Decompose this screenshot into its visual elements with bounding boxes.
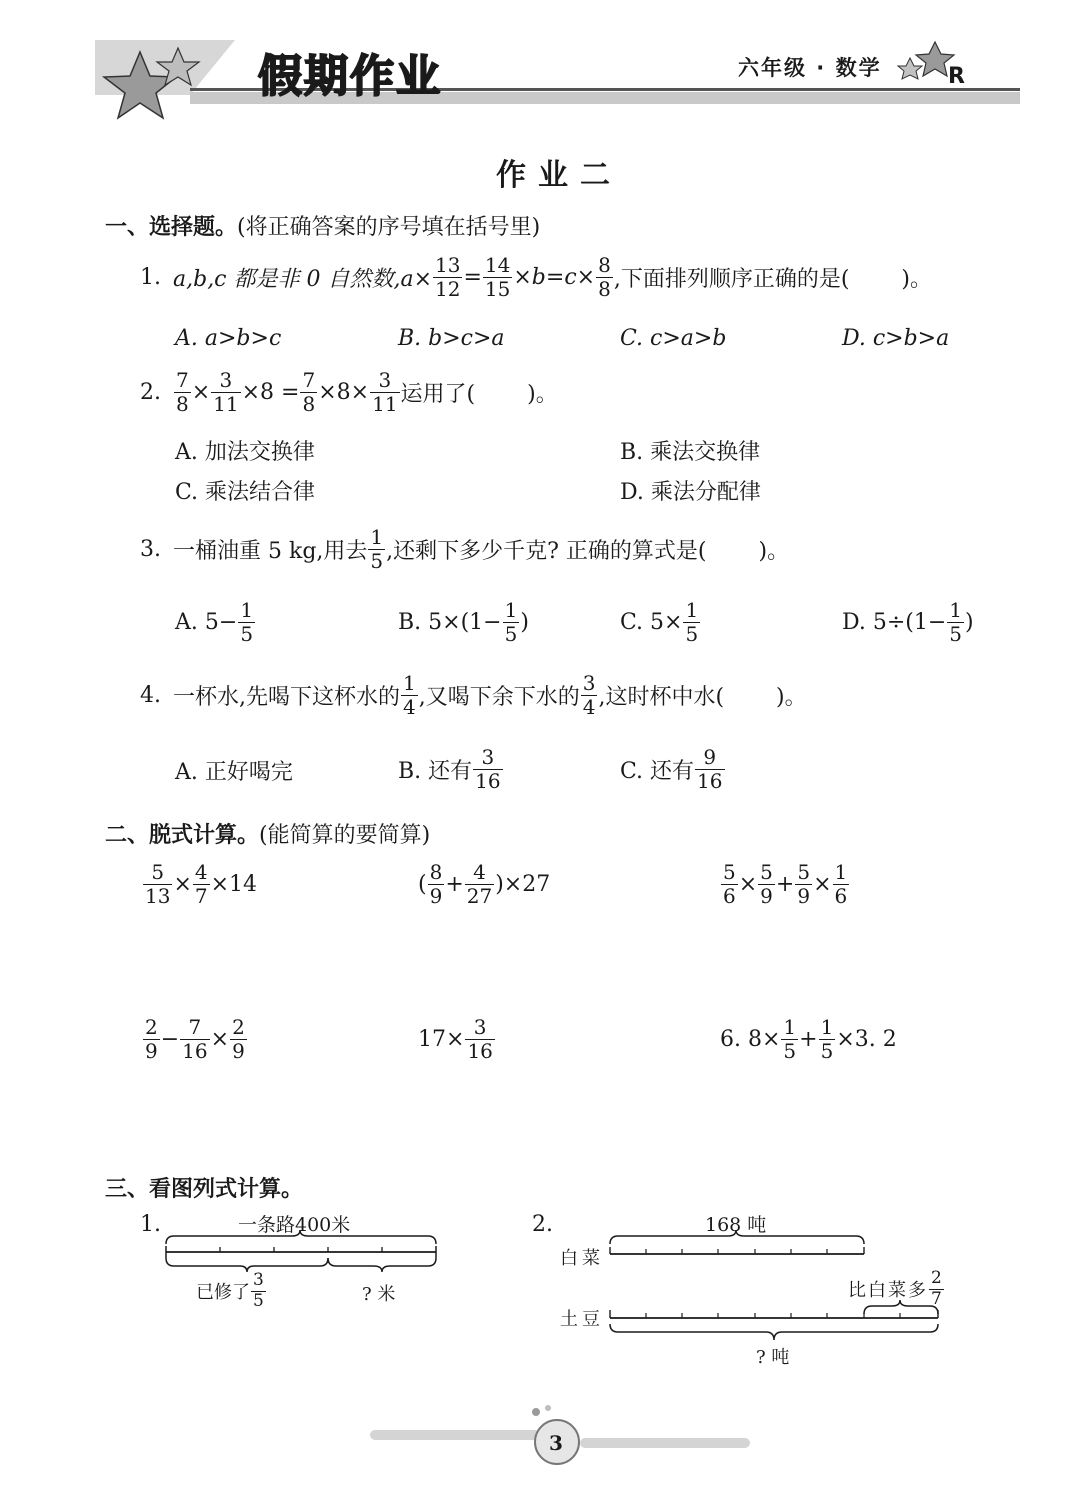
q3-option-b-frac <box>503 600 520 645</box>
footer-dot <box>545 1405 551 1411</box>
q1-text-a: a,b,c 都是非 0 自然数,a× <box>173 267 433 292</box>
q4-option-b-num: 3 <box>481 745 495 769</box>
question-4 <box>140 673 807 718</box>
calc-6-frac-b-num: 1 <box>820 1015 834 1039</box>
calc-2-frac-b <box>465 862 494 907</box>
q4-frac-1 <box>401 673 418 718</box>
question-3 <box>140 527 789 572</box>
diagram-2 <box>600 1230 950 1350</box>
diagram-2-potato-label: 土豆 <box>560 1309 604 1330</box>
q3-option-b-post: ) <box>520 610 529 635</box>
calc-4-frac-b-den: 16 <box>182 1039 208 1063</box>
q2-frac-b <box>211 370 240 415</box>
q2-frac-c-num: 7 <box>302 368 316 392</box>
q3-number: 3. <box>140 537 161 562</box>
calc-3-frac-d-den: 6 <box>834 884 848 908</box>
diagram-1-top-label: 一条路400米 <box>238 1214 351 1236</box>
q4-text-b: ,又喝下余下水的 <box>418 685 580 710</box>
footer-dot <box>532 1408 540 1416</box>
calc-3-frac-c-num: 5 <box>797 860 811 884</box>
q4-frac-1-num: 1 <box>403 671 416 695</box>
calc-1-frac-b-den: 7 <box>194 884 208 908</box>
calc-4 <box>142 1017 248 1062</box>
q3-option-a-num: 1 <box>240 598 254 622</box>
q2-frac-d-num: 3 <box>378 368 392 392</box>
q1-eq: = <box>463 265 482 290</box>
calc-1-frac-a-den: 13 <box>145 884 171 908</box>
q1-number: 1. <box>140 265 161 290</box>
diagram-2-bottom-label: ? 吨 <box>756 1347 790 1368</box>
diagram-1-remaining-label: ? 米 <box>362 1284 396 1305</box>
q3-close: )。 <box>758 539 790 564</box>
diagram-1-top-brace <box>166 1230 436 1244</box>
calc-6-pre: 6. 8× <box>720 1027 781 1052</box>
q4-option-c-frac <box>695 747 724 792</box>
calc-6 <box>720 1017 897 1062</box>
calc-4-frac-b-num: 7 <box>188 1015 202 1039</box>
diagram-2-top-brace <box>610 1230 864 1244</box>
q1-frac-3-num: 8 <box>598 253 611 277</box>
calc-6-frac-a-den: 5 <box>783 1039 797 1063</box>
q1-frac-1-den: 12 <box>435 277 461 301</box>
q2-mid: ×8 = <box>241 380 300 405</box>
q2-frac-a-num: 7 <box>176 368 189 392</box>
diagram-1-repaired-brace <box>166 1258 328 1272</box>
calc-2-tail: )×27 <box>495 872 551 897</box>
q2-tail: 运用了( <box>400 382 476 407</box>
q3-frac-num: 1 <box>370 525 384 549</box>
diagram-2-more-label: 比白菜多 <box>848 1280 928 1302</box>
calc-4-frac-a <box>143 1017 160 1062</box>
diagram-1-repaired-label: 已修了 <box>196 1282 250 1304</box>
calc-4-frac-a-den: 9 <box>145 1039 158 1063</box>
calc-3-frac-a-den: 6 <box>723 884 736 908</box>
q3-option-a-frac <box>238 600 255 645</box>
page-header <box>0 0 1080 130</box>
q2-number: 2. <box>140 380 161 405</box>
q2-frac-a <box>174 370 191 415</box>
q1-text-b: ×b=c× <box>513 265 596 290</box>
calc-3-frac-d <box>833 862 850 907</box>
q4-option-b[interactable] <box>398 747 504 792</box>
q3-option-c-den: 5 <box>685 622 699 646</box>
q1-text-c: ,下面排列顺序正确的是( <box>613 267 850 292</box>
diagram-1-repaired-frac <box>251 1272 266 1311</box>
q3-option-a-pre: A. 5− <box>175 610 238 635</box>
calc-1 <box>142 862 257 907</box>
calc-2-frac-b-num: 4 <box>473 860 486 884</box>
q4-option-c[interactable] <box>620 747 726 792</box>
calc-2-op-1: + <box>445 872 464 897</box>
calc-5-frac-a-num: 3 <box>473 1015 487 1039</box>
calc-4-frac-c-den: 9 <box>232 1039 245 1063</box>
q2-frac-c <box>300 370 317 415</box>
q3-option-d-frac <box>947 600 964 645</box>
calc-2-frac-a <box>428 862 445 907</box>
footer-bar-right <box>580 1438 750 1448</box>
calc-4-frac-c <box>230 1017 247 1062</box>
q3-option-b-pre: B. 5×(1− <box>398 610 502 635</box>
q3-frac <box>368 527 385 572</box>
diagram-1-repaired <box>196 1272 267 1311</box>
q3-option-b-den: 5 <box>504 622 518 646</box>
q4-close: )。 <box>776 685 807 710</box>
calc-3-op-1: × <box>738 872 758 897</box>
q2-option-b[interactable]: B. 乘法交换律 <box>620 440 761 465</box>
calc-6-op-1: + <box>799 1027 818 1052</box>
calc-6-tail: ×3. 2 <box>836 1027 897 1052</box>
q2-frac-c-den: 8 <box>302 392 316 416</box>
q1-option-d[interactable]: D. c>b>a <box>842 326 950 351</box>
section3-heading: 三、看图列式计算。 <box>105 1177 304 1202</box>
q2-option-c[interactable]: C. 乘法结合律 <box>175 480 316 505</box>
q4-option-a[interactable]: A. 正好喝完 <box>175 760 293 785</box>
q1-frac-2-num: 14 <box>484 253 511 277</box>
calc-3-frac-b-den: 9 <box>760 884 773 908</box>
footer-bar-left <box>370 1430 540 1440</box>
calc-3-op-2: + <box>775 872 795 897</box>
banner-title: 假期作业 <box>258 51 442 102</box>
calc-3-frac-a-num: 5 <box>723 860 736 884</box>
calc-1-frac-a <box>143 862 172 907</box>
calc-6-frac-a <box>781 1017 798 1062</box>
diagram-2-more-den: 7 <box>931 1288 942 1309</box>
q4-frac-1-den: 4 <box>403 695 416 719</box>
q1-close: )。 <box>901 267 932 292</box>
q1-frac-3-den: 8 <box>598 277 611 301</box>
diagram-2-number: 2. <box>532 1212 553 1237</box>
q2-frac-d <box>370 370 399 415</box>
calc-3-frac-d-num: 1 <box>834 860 848 884</box>
q1-frac-1 <box>433 255 462 300</box>
q4-option-c-pre: C. 还有 <box>620 759 695 784</box>
q4-frac-2 <box>581 673 598 718</box>
q1-option-b[interactable]: B. b>c>a <box>398 326 505 351</box>
calc-2-frac-a-den: 9 <box>429 884 443 908</box>
q4-option-b-den: 16 <box>475 769 501 793</box>
q2-option-a[interactable]: A. 加法交换律 <box>175 440 315 465</box>
calc-3-frac-c <box>795 862 812 907</box>
calc-4-frac-c-num: 2 <box>232 1015 245 1039</box>
q2-option-d[interactable]: D. 乘法分配律 <box>620 480 761 505</box>
q1-frac-1-num: 13 <box>435 253 461 277</box>
calc-5 <box>418 1017 496 1062</box>
diagram-2-more-num: 2 <box>931 1268 942 1288</box>
q4-option-c-den: 16 <box>697 769 723 793</box>
q3-option-d-den: 5 <box>949 622 963 646</box>
q2-op-2: ×8× <box>318 380 370 405</box>
calc-1-frac-b-num: 4 <box>194 860 208 884</box>
calc-3 <box>720 862 850 907</box>
calc-2-frac-b-den: 27 <box>466 884 493 908</box>
edition-badge: R <box>948 64 965 89</box>
section1-heading-label: 一、选择题。 <box>105 215 238 240</box>
calc-2-frac-a-num: 8 <box>429 860 443 884</box>
diagram-2-bottom-brace <box>610 1324 938 1340</box>
calc-1-frac-a-num: 5 <box>151 860 165 884</box>
calc-2 <box>418 862 550 907</box>
q2-frac-d-den: 11 <box>372 392 398 416</box>
calc-1-tail: ×14 <box>210 872 258 897</box>
star-right-small-icon <box>898 58 922 79</box>
q4-number: 4. <box>140 683 161 708</box>
diagram-1-repaired-num: 3 <box>253 1270 264 1290</box>
calc-3-frac-a <box>721 862 738 907</box>
q4-option-b-pre: B. 还有 <box>398 759 473 784</box>
q3-option-c[interactable] <box>620 600 701 645</box>
calc-5-pre: 17× <box>418 1027 465 1052</box>
calc-5-frac-a <box>465 1017 494 1062</box>
q4-text-c: ,这时杯中水( <box>598 685 725 710</box>
q3-option-d[interactable] <box>842 600 974 645</box>
diagram-1-repaired-den: 5 <box>253 1290 264 1311</box>
q3-option-d-post: ) <box>965 610 974 635</box>
section2-heading <box>105 818 430 849</box>
section2-heading-label: 二、脱式计算。 <box>105 823 260 848</box>
calc-5-frac-a-den: 16 <box>467 1039 493 1063</box>
q3-text-a: 一桶油重 5 kg,用去 <box>173 539 368 564</box>
q3-text-b: ,还剩下多少千克? 正确的算式是( <box>386 539 707 564</box>
q1-frac-2-den: 15 <box>484 277 511 301</box>
calc-4-frac-a-num: 2 <box>145 1015 158 1039</box>
q4-option-b-frac <box>473 747 502 792</box>
q1-option-c[interactable]: C. c>a>b <box>620 326 727 351</box>
grade-subject: 六年级 · 数学 <box>738 56 882 80</box>
header-decoration <box>0 0 1080 130</box>
calc-4-op-2: × <box>210 1027 230 1052</box>
calc-3-frac-c-den: 9 <box>797 884 811 908</box>
page-number: 3 <box>549 1431 563 1455</box>
q2-frac-a-den: 8 <box>176 392 189 416</box>
homework-title: 作业二 <box>496 158 622 193</box>
q4-frac-2-num: 3 <box>582 671 596 695</box>
section2-instruction: (能简算的要简算) <box>259 823 431 848</box>
q3-option-b-num: 1 <box>504 598 518 622</box>
q2-frac-b-num: 3 <box>219 368 233 392</box>
diagram-2-top-label: 168 吨 <box>705 1214 767 1236</box>
q3-option-a[interactable] <box>175 600 256 645</box>
q3-frac-den: 5 <box>370 549 384 573</box>
diagram-1-remaining-brace <box>328 1258 436 1272</box>
calc-3-frac-b <box>758 862 775 907</box>
calc-2-open: ( <box>418 872 427 897</box>
section1-heading <box>105 210 540 241</box>
calc-3-op-3: × <box>813 872 832 897</box>
calc-6-frac-b-den: 5 <box>820 1039 834 1063</box>
q2-frac-b-den: 11 <box>213 392 239 416</box>
q4-option-c-num: 9 <box>703 745 717 769</box>
q4-frac-2-den: 4 <box>582 695 596 719</box>
q1-frac-2 <box>483 255 512 300</box>
diagram-2-more-brace <box>864 1300 938 1314</box>
section1-instruction: (将正确答案的序号填在括号里) <box>237 215 541 240</box>
q3-option-b[interactable] <box>398 600 529 645</box>
calc-6-frac-b <box>819 1017 836 1062</box>
q3-option-c-frac <box>683 600 700 645</box>
q3-option-c-num: 1 <box>685 598 699 622</box>
calc-4-frac-b <box>180 1017 209 1062</box>
q1-frac-3 <box>596 255 613 300</box>
diagram-1 <box>160 1230 450 1275</box>
q1-option-a[interactable]: A. a>b>c <box>175 326 282 351</box>
q3-option-c-pre: C. 5× <box>620 610 683 635</box>
q4-text-a: 一杯水,先喝下这杯水的 <box>173 685 400 710</box>
calc-6-frac-a-num: 1 <box>783 1015 797 1039</box>
q2-op-1: × <box>191 380 211 405</box>
diagram-1-number: 1. <box>140 1212 161 1237</box>
diagram-2-cabbage-label: 白菜 <box>560 1248 604 1269</box>
question-2 <box>140 370 558 415</box>
q2-close: )。 <box>527 382 558 407</box>
calc-1-frac-b <box>193 862 210 907</box>
calc-3-frac-b-num: 5 <box>760 860 773 884</box>
question-1 <box>140 255 932 300</box>
q3-option-d-pre: D. 5÷(1− <box>842 610 947 635</box>
q3-option-a-den: 5 <box>240 622 254 646</box>
calc-4-op-1: − <box>160 1027 180 1052</box>
q3-option-d-num: 1 <box>949 598 963 622</box>
calc-1-op-1: × <box>173 872 192 897</box>
